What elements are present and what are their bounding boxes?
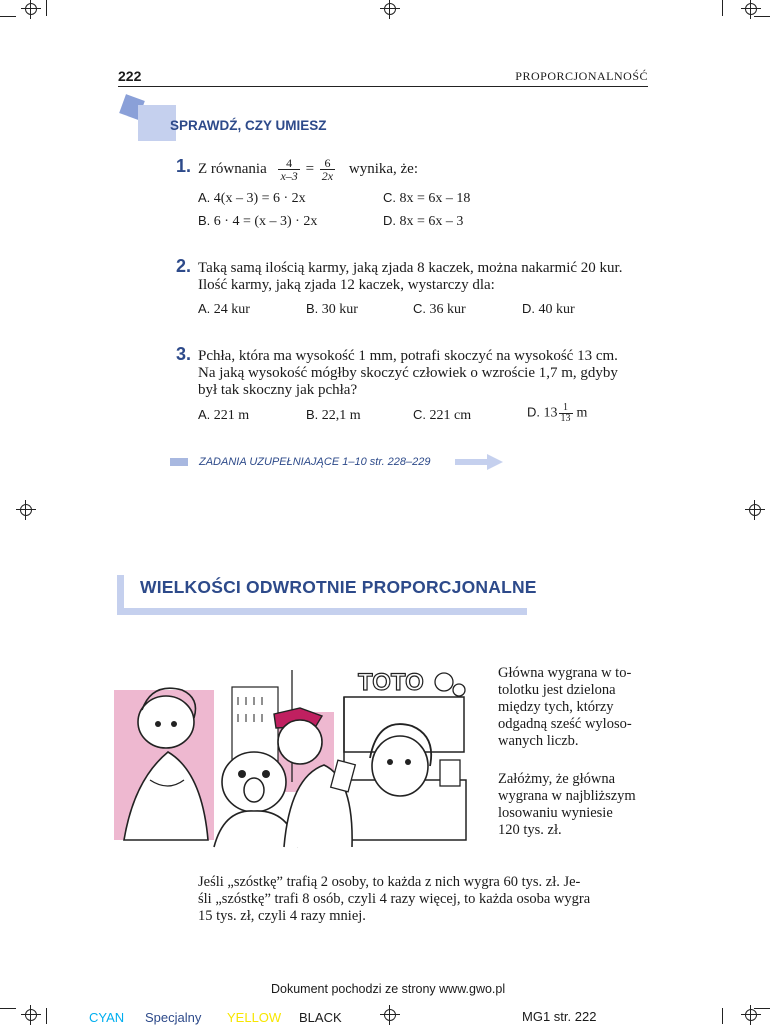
- lottery-illustration: [114, 662, 470, 848]
- q3-option-d-fraction: $\frac{1}{13}$: [560, 402, 571, 424]
- q1-fraction-1: $\frac{4}{x-3}$: [280, 156, 298, 183]
- q1-option-c: C. 8x = 6x – 18: [383, 190, 471, 206]
- question-3-number: 3.: [176, 344, 192, 364]
- q2-option-c: C. 36 kur: [413, 301, 466, 317]
- q3-option-c: C. 221 cm: [413, 407, 472, 423]
- section-title-bar-horizontal: [117, 608, 527, 615]
- registration-mark-bottom-center: [380, 1005, 400, 1025]
- arrow-right-icon: [455, 454, 505, 470]
- question-3-line-3: był tak skoczny jak pchła?: [198, 382, 358, 398]
- color-label-cyan: CYAN: [89, 1010, 125, 1025]
- crop-line: [754, 16, 770, 17]
- color-label-yellow: YELLOW: [227, 1010, 282, 1025]
- registration-mark-top-center: [380, 0, 400, 19]
- question-3-line-2: Na jaką wysokość mógłby skoczyć człowiek o wzroście 1,7 m, gdyby: [198, 365, 618, 381]
- question-1-number: 1.: [176, 156, 192, 176]
- supplement-link[interactable]: ZADANIA UZUPEŁNIAJĄCE 1–10 str. 228–229: [199, 456, 431, 468]
- question-2-line-2: Ilość karmy, jaką zjada 12 kaczek, wystarczy dla:: [198, 277, 495, 293]
- q1-post: wynika, że:: [348, 160, 418, 177]
- crop-line: [754, 1008, 770, 1009]
- page-reference: MG1 str. 222: [522, 1009, 597, 1024]
- q3-option-a: A. 221 m: [198, 407, 250, 423]
- check-heading: SPRAWDŹ, CZY UMIESZ: [170, 118, 327, 133]
- side-paragraph-1: Główna wygrana w to- tolotku jest dzielona między tych, którzy odgadną sześć wyloso- wanych liczb.: [498, 665, 632, 749]
- q1-option-d: D. 8x = 6x – 3: [383, 213, 464, 229]
- running-head: PROPORCJONALNOŚĆ: [515, 69, 648, 83]
- side-paragraph-2: Załóżmy, że główna wygrana w najbliższym losowaniu wyniesie 120 tys. zł.: [498, 771, 636, 838]
- q1-equals: =: [305, 160, 315, 177]
- supplement-bar: [170, 458, 188, 466]
- q1-option-b: B. 6 · 4 = (x – 3) · 2x: [198, 213, 318, 229]
- question-1-text: [198, 157, 418, 182]
- section-title: WIELKOŚCI ODWROTNIE PROPORCJONALNE: [140, 577, 537, 597]
- q1-pre: Z równania: [198, 160, 267, 177]
- q3-option-d: D. 13 $\frac{1}{13}$ m: [527, 402, 588, 424]
- registration-mark-mid-left: [16, 500, 36, 520]
- q1-option-a: A. 4(x – 3) = 6 · 2x: [198, 190, 306, 206]
- crop-line: [46, 1008, 47, 1024]
- q2-option-d: D. 40 kur: [522, 301, 575, 317]
- crop-line: [46, 0, 47, 16]
- crop-line: [722, 1008, 723, 1024]
- source-note: Dokument pochodzi ze strony www.gwo.pl: [271, 982, 506, 996]
- q2-option-a: A. 24 kur: [198, 301, 250, 317]
- q1-fraction-2: $\frac{6}{2x}$: [321, 156, 334, 183]
- registration-mark-top-left: [21, 0, 41, 19]
- question-2-number: 2.: [176, 256, 192, 276]
- q3-option-b: B. 22,1 m: [306, 407, 361, 423]
- page-number: 222: [118, 68, 142, 84]
- question-2-line-1: Taką samą ilością karmy, jaką zjada 8 kaczek, można nakarmić 20 kur.: [198, 260, 623, 276]
- crop-line: [0, 1008, 16, 1009]
- registration-mark-bottom-left: [21, 1005, 41, 1025]
- color-label-black: BLACK: [299, 1010, 342, 1025]
- question-3-line-1: Pchła, która ma wysokość 1 mm, potrafi skoczyć na wysokość 13 cm.: [198, 348, 618, 364]
- crop-line: [722, 0, 723, 16]
- crop-line: [0, 16, 16, 17]
- q2-option-b: B. 30 kur: [306, 301, 358, 317]
- registration-mark-mid-right: [745, 500, 765, 520]
- body-paragraph: Jeśli „szóstkę” trafią 2 osoby, to każda z nich wygra 60 tys. zł. Je- śli „szóstkę” trafi 8 osób, czyli 4 razy więcej, to każda osoba wygra 15 tys. zł, czyli 4 razy mniej.: [198, 874, 591, 924]
- header-rule: [118, 86, 648, 87]
- color-label-special: Specjalny: [145, 1010, 202, 1025]
- toto-sign: TOTO: [358, 669, 424, 696]
